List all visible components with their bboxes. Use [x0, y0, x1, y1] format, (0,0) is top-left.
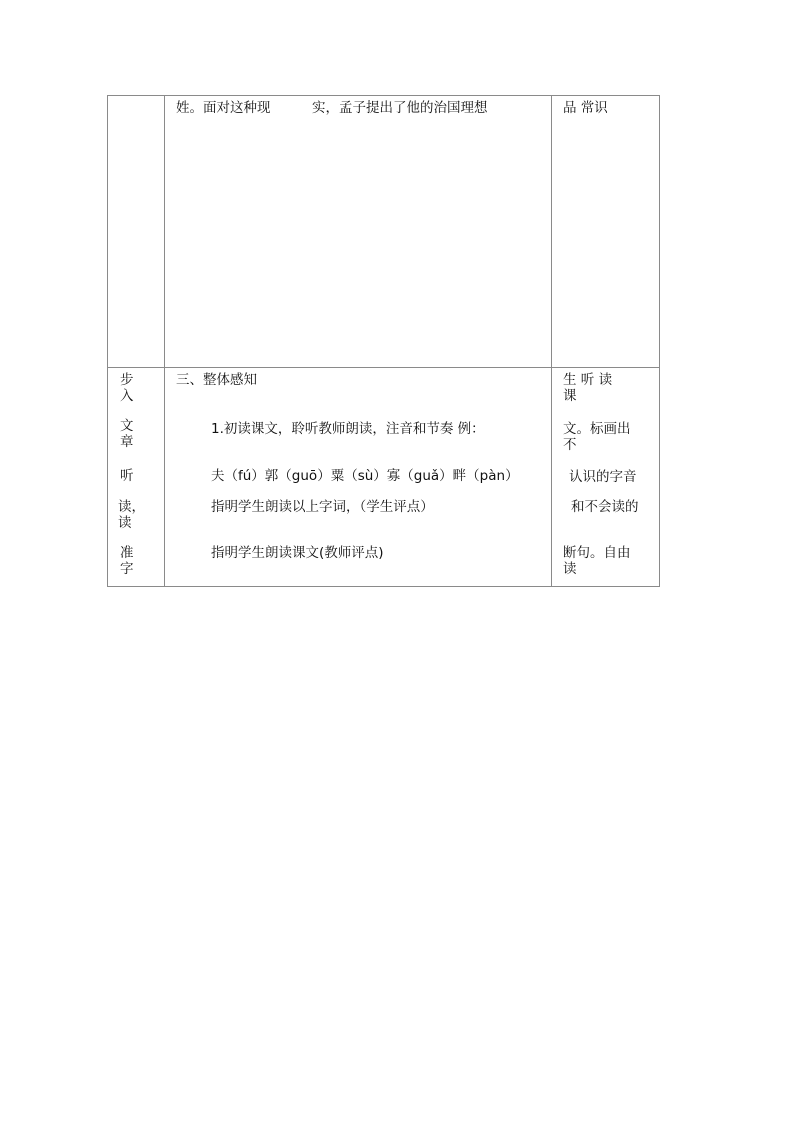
right-note-3: 认识的字音 [569, 469, 637, 485]
right-note-4: 和不会读的 [571, 499, 639, 515]
main-line-4: 指明学生朗读课文(教师评点) [211, 545, 384, 561]
column-divider-left [164, 96, 165, 586]
section-heading: 三、整体感知 [176, 372, 257, 388]
right-note-1: 生 听 读 课 [563, 372, 613, 404]
row1-main-text-b: 实，孟子提出了他的治国理想 [312, 100, 488, 116]
row1-right-text: 品 常识 [563, 100, 608, 116]
main-line-2: 夫（fú）郭（guō）粟（sù）寡（guǎ）畔（pàn） [211, 468, 519, 484]
step-label-2: 文 章 [120, 418, 134, 450]
main-line-1: 1.初读课文，聆听教师朗读，注音和节奏 例： [211, 421, 485, 437]
step-label-5: 准 字 [120, 545, 134, 577]
step-label-3: 听 [120, 468, 134, 484]
row-divider [108, 367, 659, 368]
right-note-5: 断句。自由 读 [563, 545, 631, 577]
step-label-1: 步 入 [120, 372, 134, 404]
row1-main-text-a: 姓。面对这种现 [176, 100, 271, 116]
column-divider-right [551, 96, 552, 586]
main-line-3: 指明学生朗读以上字词，（学生评点） [211, 499, 434, 515]
right-note-2: 文。标画出 不 [563, 421, 631, 453]
step-label-4: 读， 读 [118, 499, 145, 531]
lesson-table [107, 95, 660, 587]
